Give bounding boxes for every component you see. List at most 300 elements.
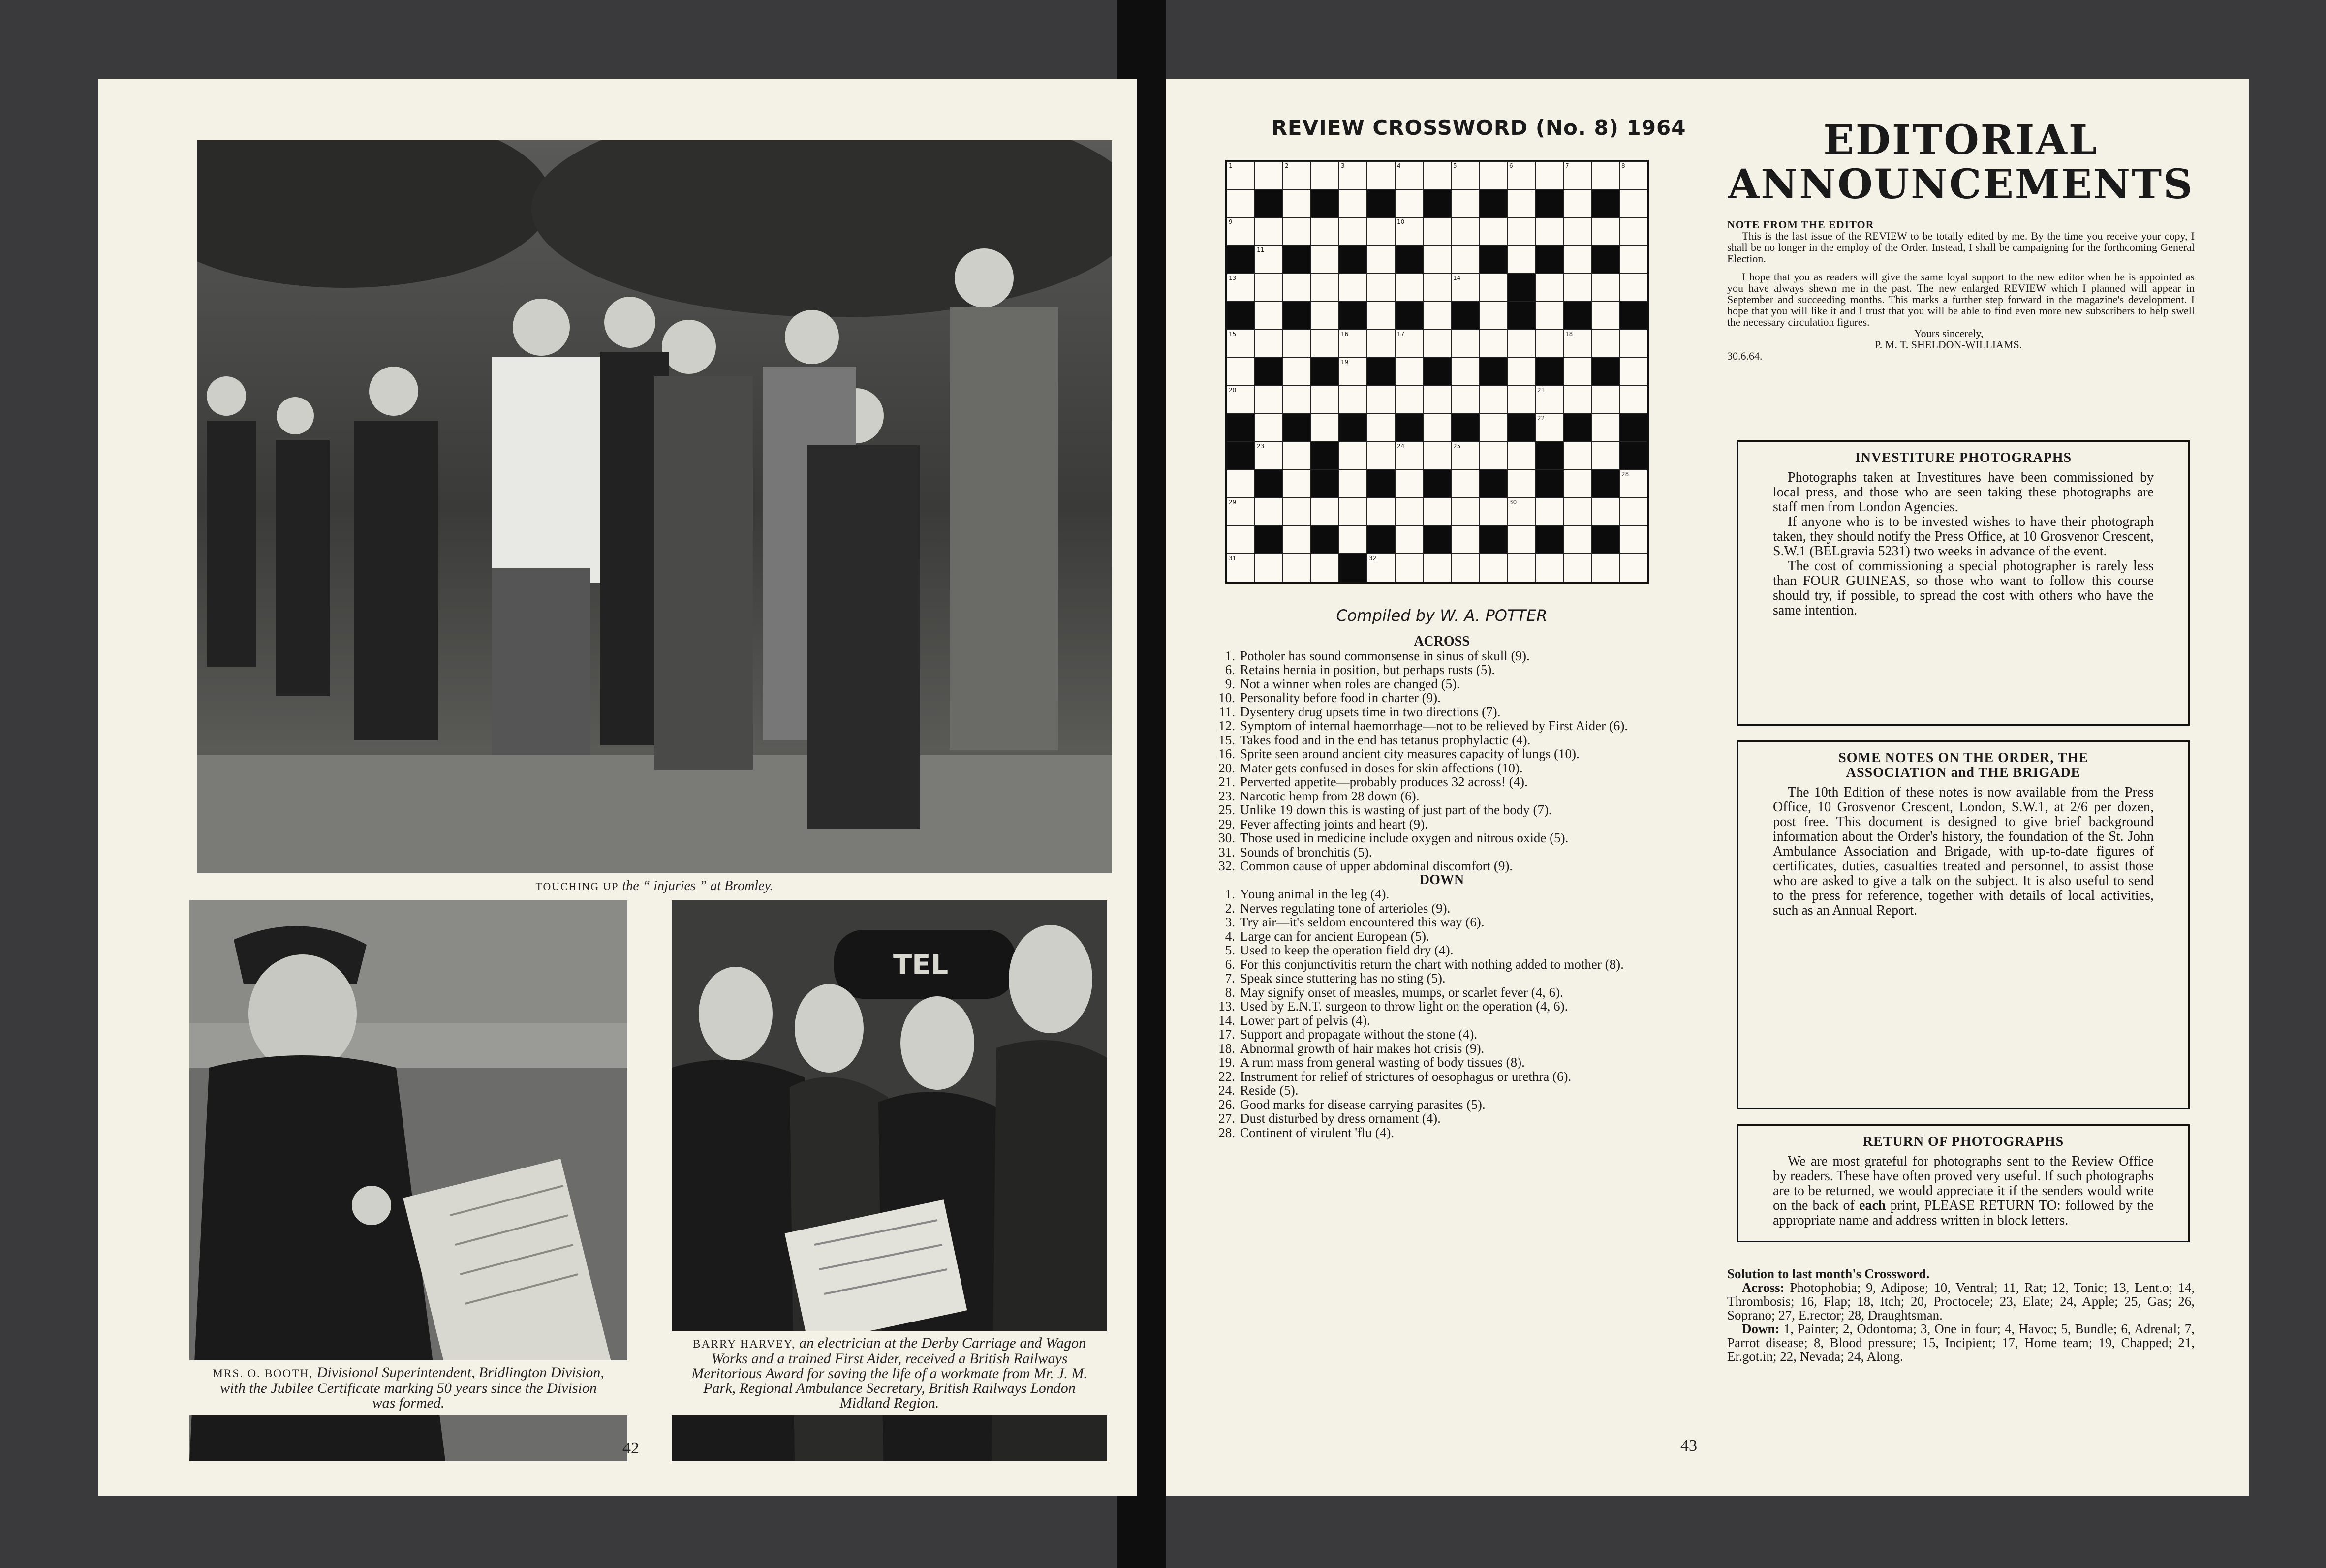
- editorial-title-line2: ANNOUNCEMENTS: [1728, 161, 2194, 208]
- crossword-white-cell[interactable]: [1339, 274, 1367, 302]
- crossword-white-cell[interactable]: [1339, 526, 1367, 554]
- crossword-white-cell[interactable]: [1283, 358, 1311, 386]
- crossword-black-cell: [1367, 526, 1395, 554]
- crossword-white-cell[interactable]: [1255, 302, 1283, 330]
- crossword-white-cell[interactable]: [1395, 274, 1423, 302]
- crossword-white-cell[interactable]: [1507, 161, 1535, 189]
- crossword-cell-number: 18: [1565, 331, 1573, 338]
- crossword-white-cell[interactable]: [1339, 358, 1367, 386]
- investiture-heading: INVESTITURE PHOTOGRAPHS: [1855, 450, 2072, 465]
- down-clue-number: 26.: [1218, 1097, 1235, 1112]
- crossword-white-cell[interactable]: [1283, 554, 1311, 582]
- crossword-white-cell[interactable]: [1227, 498, 1255, 526]
- crossword-white-cell[interactable]: [1227, 189, 1255, 217]
- crossword-white-cell[interactable]: [1451, 246, 1479, 274]
- return-text-bold: each: [1859, 1198, 1886, 1213]
- crossword-white-cell[interactable]: [1619, 189, 1647, 217]
- sign-text: TEL: [893, 949, 949, 981]
- crossword-white-cell[interactable]: [1255, 414, 1283, 442]
- investiture-photographs-box: [1737, 440, 2190, 726]
- crossword-cell-number: 4: [1397, 162, 1401, 169]
- crossword-white-cell[interactable]: [1619, 274, 1647, 302]
- crossword-black-cell: [1227, 414, 1255, 442]
- crossword-white-cell[interactable]: [1423, 554, 1451, 582]
- editor-note-date: 30.6.64.: [1727, 350, 1763, 362]
- return-paragraph: [1773, 1154, 2154, 1228]
- crossword-white-cell[interactable]: [1395, 470, 1423, 498]
- crossword-white-cell[interactable]: [1507, 217, 1535, 246]
- crossword-white-cell[interactable]: [1563, 358, 1591, 386]
- crossword-white-cell[interactable]: [1507, 358, 1535, 386]
- crossword-cell-number: 15: [1229, 331, 1237, 338]
- crossword-white-cell[interactable]: [1423, 498, 1451, 526]
- crossword-white-cell[interactable]: [1619, 246, 1647, 274]
- crossword-white-cell[interactable]: [1395, 358, 1423, 386]
- crossword-white-cell[interactable]: [1367, 414, 1395, 442]
- crossword-white-cell[interactable]: [1367, 498, 1395, 526]
- crossword-white-cell[interactable]: [1479, 217, 1507, 246]
- crossword-white-cell[interactable]: [1283, 442, 1311, 470]
- crossword-white-cell[interactable]: [1311, 414, 1339, 442]
- crossword-white-cell[interactable]: [1255, 161, 1283, 189]
- crossword-white-cell[interactable]: [1507, 246, 1535, 274]
- crossword-white-cell[interactable]: [1311, 554, 1339, 582]
- crossword-white-cell[interactable]: [1507, 189, 1535, 217]
- crossword-white-cell[interactable]: [1395, 189, 1423, 217]
- across-clue-number: 9.: [1225, 676, 1235, 691]
- crossword-white-cell[interactable]: [1227, 274, 1255, 302]
- crossword-white-cell[interactable]: [1479, 442, 1507, 470]
- crossword-white-cell[interactable]: [1255, 442, 1283, 470]
- crossword-white-cell[interactable]: [1451, 274, 1479, 302]
- crossword-white-cell[interactable]: [1311, 161, 1339, 189]
- across-clue-text: Potholer has sound commonsense in sinus of skull (9).: [1240, 648, 1530, 663]
- crossword-white-cell[interactable]: [1535, 498, 1563, 526]
- crossword-black-cell: [1479, 189, 1507, 217]
- crossword-white-cell[interactable]: [1227, 358, 1255, 386]
- crossword-white-cell[interactable]: [1619, 217, 1647, 246]
- crossword-black-cell: [1591, 470, 1619, 498]
- crossword-white-cell[interactable]: [1507, 554, 1535, 582]
- crossword-white-cell[interactable]: [1227, 161, 1255, 189]
- solution-down-text: 1, Painter; 2, Odontoma; 3, One in four; 4, Havoc; 5, Bundle; 6, Adrenal; 7, Parrot disease; 8, Blood pressure; 15, Incipient; 17, Home team; 19, Chapped; 21, Er.got.in; 22, Nevada; 24, Along.: [1727, 1322, 2195, 1364]
- down-clue-number: 1.: [1225, 887, 1235, 901]
- crossword-black-cell: [1339, 246, 1367, 274]
- crossword-white-cell[interactable]: [1423, 442, 1451, 470]
- photo-caption-harvey: [672, 1331, 1107, 1415]
- crossword-white-cell[interactable]: [1339, 442, 1367, 470]
- crossword-white-cell[interactable]: [1535, 274, 1563, 302]
- crossword-white-cell[interactable]: [1311, 274, 1339, 302]
- crossword-white-cell[interactable]: [1479, 330, 1507, 358]
- crossword-black-cell: [1311, 358, 1339, 386]
- crossword-white-cell[interactable]: [1535, 302, 1563, 330]
- crossword-black-cell: [1255, 470, 1283, 498]
- crossword-white-cell[interactable]: [1591, 274, 1619, 302]
- crossword-white-cell[interactable]: [1591, 554, 1619, 582]
- crossword-white-cell[interactable]: [1619, 498, 1647, 526]
- crossword-black-cell: [1535, 526, 1563, 554]
- crossword-white-cell[interactable]: [1395, 161, 1423, 189]
- crossword-black-cell: [1367, 358, 1395, 386]
- crossword-white-cell[interactable]: [1255, 217, 1283, 246]
- crossword-white-cell[interactable]: [1451, 526, 1479, 554]
- across-clue-text: Retains hernia in position, but perhaps rusts (5).: [1240, 662, 1495, 677]
- solution-across-label: Across:: [1742, 1280, 1785, 1295]
- crossword-white-cell[interactable]: [1339, 217, 1367, 246]
- crossword-white-cell[interactable]: [1311, 386, 1339, 414]
- crossword-cell-number: 7: [1565, 162, 1569, 169]
- crossword-white-cell[interactable]: [1451, 217, 1479, 246]
- crossword-white-cell[interactable]: [1563, 189, 1591, 217]
- crossword-white-cell[interactable]: [1283, 526, 1311, 554]
- across-clue-number: 15.: [1218, 732, 1235, 747]
- crossword-white-cell[interactable]: [1255, 554, 1283, 582]
- crossword-white-cell[interactable]: [1535, 217, 1563, 246]
- crossword-white-cell[interactable]: [1255, 386, 1283, 414]
- crossword-white-cell[interactable]: [1423, 217, 1451, 246]
- photo-children-illustration: [197, 140, 1112, 873]
- crossword-white-cell[interactable]: [1367, 246, 1395, 274]
- down-clue: [1201, 1027, 1683, 1042]
- crossword-white-cell[interactable]: [1563, 526, 1591, 554]
- across-clue: [1201, 845, 1683, 860]
- crossword-title: REVIEW CROSSWORD (No. 8) 1964: [1271, 116, 1686, 140]
- crossword-black-cell: [1423, 526, 1451, 554]
- crossword-black-cell: [1339, 414, 1367, 442]
- crossword-white-cell[interactable]: [1423, 414, 1451, 442]
- down-clue-text: Nerves regulating tone of arterioles (9).: [1240, 900, 1451, 916]
- down-clue-text: Used to keep the operation field dry (4).: [1240, 943, 1454, 957]
- across-clue-text: Narcotic hemp from 28 down (6).: [1240, 788, 1420, 803]
- crossword-white-cell[interactable]: [1479, 302, 1507, 330]
- crossword-white-cell[interactable]: [1507, 330, 1535, 358]
- across-clue-number: 1.: [1225, 648, 1235, 663]
- solution-heading: Solution to last month's Crossword.: [1727, 1266, 1930, 1281]
- crossword-white-cell[interactable]: [1591, 161, 1619, 189]
- crossword-white-cell[interactable]: [1255, 274, 1283, 302]
- crossword-white-cell[interactable]: [1535, 330, 1563, 358]
- across-clue-text: Unlike 19 down this is wasting of just part of the body (7).: [1240, 802, 1552, 817]
- crossword-white-cell[interactable]: [1563, 217, 1591, 246]
- crossword-cell-number: 19: [1341, 359, 1349, 366]
- crossword-white-cell[interactable]: [1619, 386, 1647, 414]
- crossword-black-cell: [1563, 414, 1591, 442]
- crossword-cell-number: 11: [1257, 246, 1265, 253]
- crossword-white-cell[interactable]: [1451, 189, 1479, 217]
- crossword-white-cell[interactable]: [1423, 274, 1451, 302]
- crossword-white-cell[interactable]: [1479, 414, 1507, 442]
- crossword-white-cell[interactable]: [1283, 217, 1311, 246]
- crossword-white-cell[interactable]: [1367, 330, 1395, 358]
- editor-note-heading: NOTE FROM THE EDITOR: [1727, 218, 1874, 231]
- return-text-b: print, PLEASE RETURN TO: followed by the appropriate name and address written in block letters.: [1773, 1198, 2154, 1228]
- crossword-white-cell[interactable]: [1535, 414, 1563, 442]
- crossword-white-cell[interactable]: [1311, 302, 1339, 330]
- crossword-black-cell: [1535, 442, 1563, 470]
- caption-lead: TOUCHING UP: [535, 881, 619, 892]
- crossword-white-cell[interactable]: [1451, 358, 1479, 386]
- crossword-white-cell[interactable]: [1479, 274, 1507, 302]
- photo-first-aid-practice: [197, 140, 1112, 873]
- crossword-white-cell[interactable]: [1507, 386, 1535, 414]
- crossword-white-cell[interactable]: [1451, 161, 1479, 189]
- crossword-white-cell[interactable]: [1227, 526, 1255, 554]
- crossword-white-cell[interactable]: [1227, 470, 1255, 498]
- crossword-black-cell: [1227, 302, 1255, 330]
- crossword-white-cell[interactable]: [1563, 470, 1591, 498]
- editor-note: [1727, 219, 2195, 362]
- crossword-white-cell[interactable]: [1563, 386, 1591, 414]
- across-clue: [1201, 747, 1683, 761]
- crossword-cell-number: 30: [1509, 499, 1517, 506]
- down-clue: [1201, 957, 1683, 972]
- crossword-white-cell[interactable]: [1255, 246, 1283, 274]
- crossword-white-cell[interactable]: [1591, 498, 1619, 526]
- crossword-white-cell[interactable]: [1619, 470, 1647, 498]
- crossword-white-cell[interactable]: [1227, 386, 1255, 414]
- crossword-white-cell[interactable]: [1563, 330, 1591, 358]
- crossword-white-cell[interactable]: [1591, 302, 1619, 330]
- crossword-white-cell[interactable]: [1227, 554, 1255, 582]
- crossword-white-cell[interactable]: [1423, 302, 1451, 330]
- down-clue: [1201, 1083, 1683, 1098]
- crossword-black-cell: [1619, 414, 1647, 442]
- crossword-white-cell[interactable]: [1507, 526, 1535, 554]
- across-clue-number: 20.: [1218, 760, 1235, 775]
- across-clue-number: 31.: [1218, 844, 1235, 860]
- crossword-white-cell[interactable]: [1451, 386, 1479, 414]
- crossword-white-cell[interactable]: [1423, 386, 1451, 414]
- across-clue: [1201, 789, 1683, 803]
- crossword-white-cell[interactable]: [1395, 442, 1423, 470]
- across-clue: [1201, 719, 1683, 733]
- crossword-black-cell: [1423, 358, 1451, 386]
- crossword-black-cell: [1451, 414, 1479, 442]
- crossword-white-cell[interactable]: [1619, 161, 1647, 189]
- down-clue-number: 27.: [1218, 1111, 1235, 1126]
- down-clue-number: 7.: [1225, 971, 1235, 985]
- crossword-white-cell[interactable]: [1395, 330, 1423, 358]
- investiture-paragraph-3: The cost of commissioning a special photographer is rarely less than FOUR GUINEAS, so those who want to follow this course should try, if possible, to spread the cost with others who have the same intention.: [1773, 558, 2154, 618]
- down-clue-number: 2.: [1225, 900, 1235, 916]
- crossword-white-cell[interactable]: [1227, 330, 1255, 358]
- down-clue-text: Dust disturbed by dress ornament (4).: [1240, 1111, 1441, 1126]
- down-clue: [1201, 1126, 1683, 1140]
- down-clue: [1201, 929, 1683, 944]
- crossword-white-cell[interactable]: [1535, 161, 1563, 189]
- crossword-white-cell[interactable]: [1339, 386, 1367, 414]
- investiture-paragraph-2: If anyone who is to be invested wishes to have their photograph taken, they should notify the Press Office, at 10 Grosvenor Crescent, S.W.1 (BELgravia 5231) two weeks in advance of the event.: [1773, 514, 2154, 559]
- across-clue: [1201, 817, 1683, 831]
- crossword-white-cell[interactable]: [1367, 302, 1395, 330]
- across-clue: [1201, 775, 1683, 789]
- crossword-black-cell: [1535, 470, 1563, 498]
- crossword-white-cell[interactable]: [1591, 414, 1619, 442]
- crossword-white-cell[interactable]: [1591, 217, 1619, 246]
- down-clue-text: Continent of virulent 'flu (4).: [1240, 1125, 1395, 1140]
- crossword-cell-number: 21: [1537, 387, 1545, 394]
- crossword-white-cell[interactable]: [1255, 498, 1283, 526]
- crossword-white-cell[interactable]: [1563, 274, 1591, 302]
- crossword-white-cell[interactable]: [1423, 246, 1451, 274]
- crossword-white-cell[interactable]: [1423, 330, 1451, 358]
- crossword-black-cell: [1507, 302, 1535, 330]
- across-clue-text: Takes food and in the end has tetanus prophylactic (4).: [1240, 732, 1531, 747]
- crossword-cell-number: 3: [1341, 162, 1345, 169]
- crossword-white-cell[interactable]: [1311, 217, 1339, 246]
- crossword-white-cell[interactable]: [1423, 161, 1451, 189]
- crossword-black-cell: [1535, 189, 1563, 217]
- crossword-white-cell[interactable]: [1367, 386, 1395, 414]
- crossword-white-cell[interactable]: [1591, 386, 1619, 414]
- across-clue: [1201, 691, 1683, 705]
- crossword-white-cell[interactable]: [1311, 498, 1339, 526]
- across-clue: [1201, 649, 1683, 663]
- solution-down: [1727, 1322, 2195, 1363]
- crossword-white-cell[interactable]: [1535, 386, 1563, 414]
- crossword-white-cell[interactable]: [1367, 554, 1395, 582]
- crossword-white-cell[interactable]: [1283, 189, 1311, 217]
- down-clue: [1201, 887, 1683, 901]
- across-clue-number: 12.: [1218, 718, 1235, 733]
- crossword-white-cell[interactable]: [1283, 386, 1311, 414]
- crossword-white-cell[interactable]: [1339, 161, 1367, 189]
- crossword-black-cell: [1311, 189, 1339, 217]
- crossword-white-cell[interactable]: [1619, 526, 1647, 554]
- crossword-black-cell: [1619, 302, 1647, 330]
- across-clue-text: Symptom of internal haemorrhage—not to be relieved by First Aider (6).: [1240, 718, 1628, 733]
- crossword-cell-number: 6: [1509, 162, 1513, 169]
- crossword-white-cell[interactable]: [1479, 161, 1507, 189]
- crossword-white-cell[interactable]: [1339, 470, 1367, 498]
- editor-sign-off: Yours sincerely,: [1914, 327, 1984, 339]
- crossword-white-cell[interactable]: [1451, 554, 1479, 582]
- down-clue-text: Lower part of pelvis (4).: [1240, 1013, 1370, 1028]
- across-clue-text: Mater gets confused in doses for skin affections (10).: [1240, 760, 1523, 775]
- crossword-white-cell[interactable]: [1395, 498, 1423, 526]
- crossword-black-cell: [1479, 358, 1507, 386]
- crossword-white-cell[interactable]: [1535, 554, 1563, 582]
- right-page: [1166, 79, 2249, 1496]
- crossword-white-cell[interactable]: [1451, 330, 1479, 358]
- crossword-white-cell[interactable]: [1479, 554, 1507, 582]
- crossword-cell-number: 2: [1285, 162, 1289, 169]
- caption-text: Divisional Superintendent, Bridlington Division, with the Jubilee Certificate marking 50 years since the Division was formed.: [220, 1364, 604, 1411]
- notes-on-the-order-box: [1737, 740, 2190, 1109]
- crossword-white-cell[interactable]: [1395, 554, 1423, 582]
- down-clue: [1201, 985, 1683, 1000]
- crossword-compiler: Compiled by W. A. POTTER: [1336, 606, 1548, 625]
- crossword-white-cell[interactable]: [1507, 470, 1535, 498]
- crossword-white-cell[interactable]: [1283, 470, 1311, 498]
- crossword-white-cell[interactable]: [1367, 217, 1395, 246]
- crossword-white-cell[interactable]: [1507, 498, 1535, 526]
- down-clue-text: Instrument for relief of strictures of oesophagus or urethra (6).: [1240, 1069, 1572, 1084]
- crossword-white-cell[interactable]: [1283, 330, 1311, 358]
- across-heading: ACROSS: [1414, 634, 1470, 649]
- down-clue-text: May signify onset of measles, mumps, or scarlet fever (4, 6).: [1240, 984, 1563, 1000]
- crossword-white-cell[interactable]: [1395, 217, 1423, 246]
- crossword-white-cell[interactable]: [1563, 161, 1591, 189]
- crossword-white-cell[interactable]: [1227, 217, 1255, 246]
- crossword-white-cell[interactable]: [1479, 386, 1507, 414]
- across-clue-number: 6.: [1225, 662, 1235, 677]
- notes-heading: SOME NOTES ON THE ORDER, THE ASSOCIATION and THE BRIGADE: [1838, 750, 2088, 780]
- crossword-white-cell[interactable]: [1451, 470, 1479, 498]
- crossword-white-cell[interactable]: [1451, 498, 1479, 526]
- crossword-white-cell[interactable]: [1311, 330, 1339, 358]
- crossword-black-cell: [1283, 414, 1311, 442]
- crossword-black-cell: [1479, 246, 1507, 274]
- crossword-white-cell[interactable]: [1619, 554, 1647, 582]
- across-clue-text: Those used in medicine include oxygen and nitrous oxide (5).: [1240, 830, 1569, 845]
- crossword-cell-number: 10: [1397, 218, 1405, 225]
- photo-barry-harvey: [672, 900, 1107, 1461]
- caption-lead: MRS. O. BOOTH,: [213, 1367, 313, 1380]
- crossword-cell-number: 13: [1229, 275, 1237, 281]
- crossword-white-cell[interactable]: [1563, 554, 1591, 582]
- crossword-white-cell[interactable]: [1283, 274, 1311, 302]
- across-clue-text: Sounds of bronchitis (5).: [1240, 844, 1372, 860]
- crossword-white-cell[interactable]: [1563, 498, 1591, 526]
- editor-note-paragraph-1: This is the last issue of the REVIEW to be totally edited by me. By the time you receive your copy, I shall be no longer in the employ of the Order. Instead, I shall be campaigning for the forthcoming General Election.: [1727, 230, 2195, 265]
- crossword-white-cell[interactable]: [1339, 189, 1367, 217]
- down-clue: [1201, 1042, 1683, 1056]
- crossword-grid: [1225, 160, 1649, 584]
- down-clue-number: 17.: [1218, 1027, 1235, 1042]
- crossword-white-cell[interactable]: [1563, 246, 1591, 274]
- down-clue-text: Used by E.N.T. surgeon to throw light on the operation (4, 6).: [1240, 999, 1568, 1014]
- crossword-white-cell[interactable]: [1367, 442, 1395, 470]
- crossword-white-cell[interactable]: [1563, 442, 1591, 470]
- down-clue-number: 8.: [1225, 984, 1235, 1000]
- crossword-white-cell[interactable]: [1311, 246, 1339, 274]
- crossword-white-cell[interactable]: [1395, 526, 1423, 554]
- crossword-white-cell[interactable]: [1339, 330, 1367, 358]
- crossword-cell-number: 14: [1453, 275, 1461, 281]
- crossword-white-cell[interactable]: [1367, 161, 1395, 189]
- down-clue: [1201, 1111, 1683, 1126]
- crossword-cell-number: 25: [1453, 443, 1461, 450]
- solution-across-text: Photophobia; 9, Adipose; 10, Ventral; 11, Rat; 12, Tonic; 13, Lent.o; 14, Thrombosis; 16, Flap; 18, Itch; 20, Proctocele; 23, Elate; 24, Apple; 25, Gas; 26, Soprano; 27, E.rector; 28, Draughtsman.: [1727, 1280, 2195, 1322]
- crossword-white-cell[interactable]: [1395, 386, 1423, 414]
- crossword-white-cell[interactable]: [1619, 330, 1647, 358]
- crossword-white-cell[interactable]: [1479, 498, 1507, 526]
- photo-caption-bromley: [197, 878, 1112, 894]
- down-clue: [1201, 1070, 1683, 1084]
- crossword-black-cell: [1311, 442, 1339, 470]
- crossword-white-cell[interactable]: [1283, 161, 1311, 189]
- across-clue-number: 10.: [1218, 690, 1235, 705]
- crossword-white-cell[interactable]: [1339, 498, 1367, 526]
- crossword-white-cell[interactable]: [1507, 442, 1535, 470]
- crossword-white-cell[interactable]: [1255, 330, 1283, 358]
- across-clue-number: 23.: [1218, 788, 1235, 803]
- crossword-white-cell[interactable]: [1619, 358, 1647, 386]
- crossword-white-cell[interactable]: [1451, 442, 1479, 470]
- crossword-black-cell: [1507, 414, 1535, 442]
- crossword-black-cell: [1283, 246, 1311, 274]
- across-clue-text: Dysentery drug upsets time in two directions (7).: [1240, 704, 1501, 719]
- crossword-black-cell: [1619, 442, 1647, 470]
- crossword-white-cell[interactable]: [1283, 498, 1311, 526]
- crossword-white-cell[interactable]: [1367, 274, 1395, 302]
- down-clue-text: Good marks for disease carrying parasites (5).: [1240, 1097, 1486, 1112]
- crossword-white-cell[interactable]: [1591, 442, 1619, 470]
- down-clue-number: 24.: [1218, 1083, 1235, 1098]
- crossword-white-cell[interactable]: [1591, 330, 1619, 358]
